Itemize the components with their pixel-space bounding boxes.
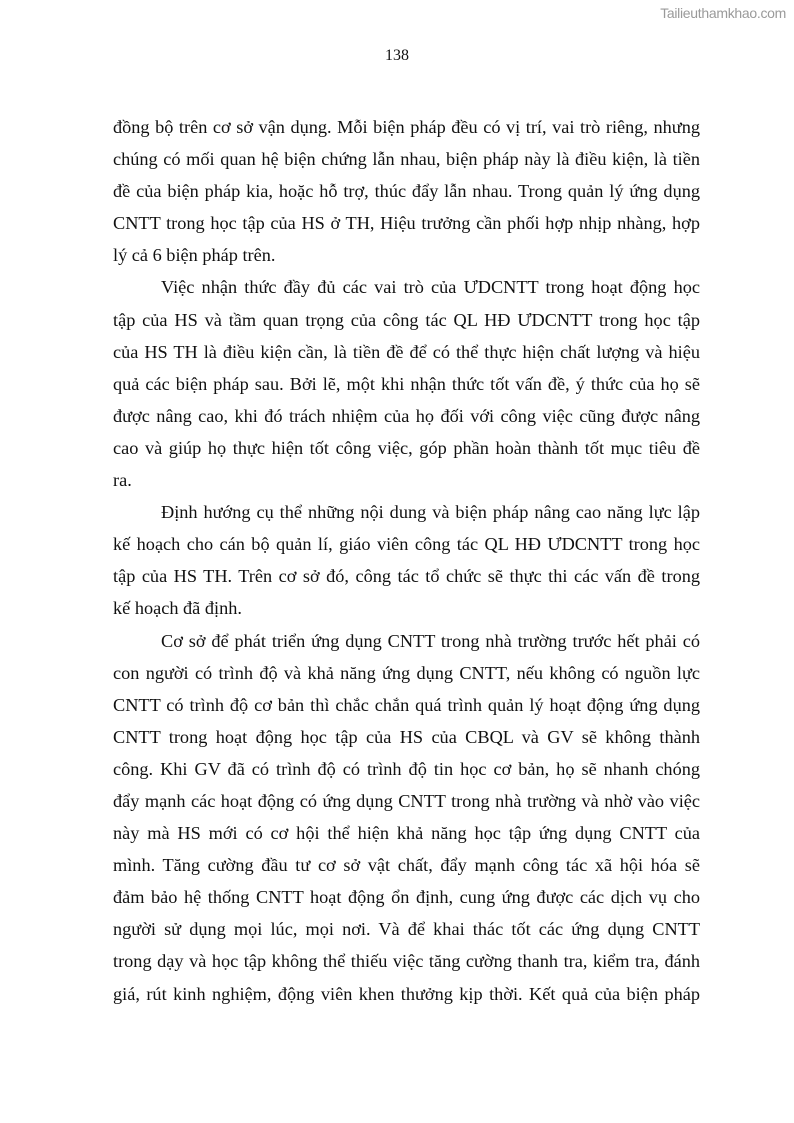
watermark: Tailieuthamkhao.com [660,5,786,21]
text-line: CNTT trong học tập của HS ở TH, Hiệu trưởng cần phối hợp nhịp nhàng, hợp [113,213,700,234]
text-line: được nâng cao, khi đó trách nhiệm của họ đối với công việc cũng được nâng [113,405,700,426]
text-line: tập của HS TH. Trên cơ sở đó, công tác tổ chức sẽ thực thi các vấn đề trong [113,566,700,587]
text-line: CNTT có trình độ cơ bản thì chắc chắn quá trình quản lý hoạt động ứng dụng [113,694,700,715]
text-line: người sử dụng mọi lúc, mọi nơi. Và để khai thác tốt các ứng dụng CNTT [113,919,700,940]
text-line: Cơ sở để phát triển ứng dụng CNTT trong nhà trường trước hết phải có [161,630,700,651]
text-line: đẩy mạnh các hoạt động có ứng dụng CNTT trong nhà trường và nhờ vào việc [113,790,700,811]
text-line: đảm bảo hệ thống CNTT hoạt động ổn định, cung ứng được các dịch vụ cho [113,887,700,908]
text-line: CNTT trong hoạt động học tập của HS của CBQL và GV sẽ không thành [113,726,700,747]
text-line: lý cả 6 biện pháp trên. [113,245,276,266]
paragraph [113,111,700,271]
paragraph [113,271,700,496]
text-line: kế hoạch cho cán bộ quản lí, giáo viên công tác QL HĐ ƯDCNTT trong học [113,534,700,555]
text-line: tập của HS và tầm quan trọng của công tác QL HĐ ƯDCNTT trong học tập [113,309,700,330]
text-line: quả các biện pháp sau. Bởi lẽ, một khi nhận thức tốt vấn đề, ý thức của họ sẽ [113,373,700,394]
text-line: của HS TH là điều kiện cần, là tiền đề để có thể thực hiện chất lượng và hiệu [113,341,700,362]
text-line: chúng có mối quan hệ biện chứng lẫn nhau, biện pháp này là điều kiện, là tiền [113,149,700,170]
text-line: công. Khi GV đã có trình độ có trình độ tin học cơ bản, họ sẽ nhanh chóng [113,758,700,779]
paragraph [113,625,700,1010]
text-line: Định hướng cụ thể những nội dung và biện pháp nâng cao năng lực lập [161,502,700,523]
text-line: kế hoạch đã định. [113,598,242,619]
text-line: này mà HS mới có cơ hội thể hiện khả năng học tập ứng dụng CNTT của [113,823,700,844]
text-line: đề của biện pháp kia, hoặc hỗ trợ, thúc đẩy lẫn nhau. Trong quản lý ứng dụng [113,181,700,202]
paragraph [113,496,700,624]
page-number: 138 [385,47,409,64]
text-line: giá, rút kinh nghiệm, động viên khen thưởng kịp thời. Kết quả của biện pháp [113,983,700,1004]
text-line: cao và giúp họ thực hiện tốt công việc, góp phần hoàn thành tốt mục tiêu đề [113,437,700,458]
text-line: con người có trình độ và khả năng ứng dụng CNTT, nếu không có nguồn lực [113,662,700,683]
text-line: Việc nhận thức đầy đủ các vai trò của ƯDCNTT trong hoạt động học [161,277,700,298]
text-line: ra. [113,470,132,491]
document-body [113,111,700,1010]
text-line: mình. Tăng cường đầu tư cơ sở vật chất, đẩy mạnh công tác xã hội hóa sẽ [113,855,700,876]
text-line: đồng bộ trên cơ sở vận dụng. Mỗi biện pháp đều có vị trí, vai trò riêng, nhưng [113,117,700,137]
text-line: trong dạy và học tập không thể thiếu việc tăng cường thanh tra, kiểm tra, đánh [113,951,700,972]
